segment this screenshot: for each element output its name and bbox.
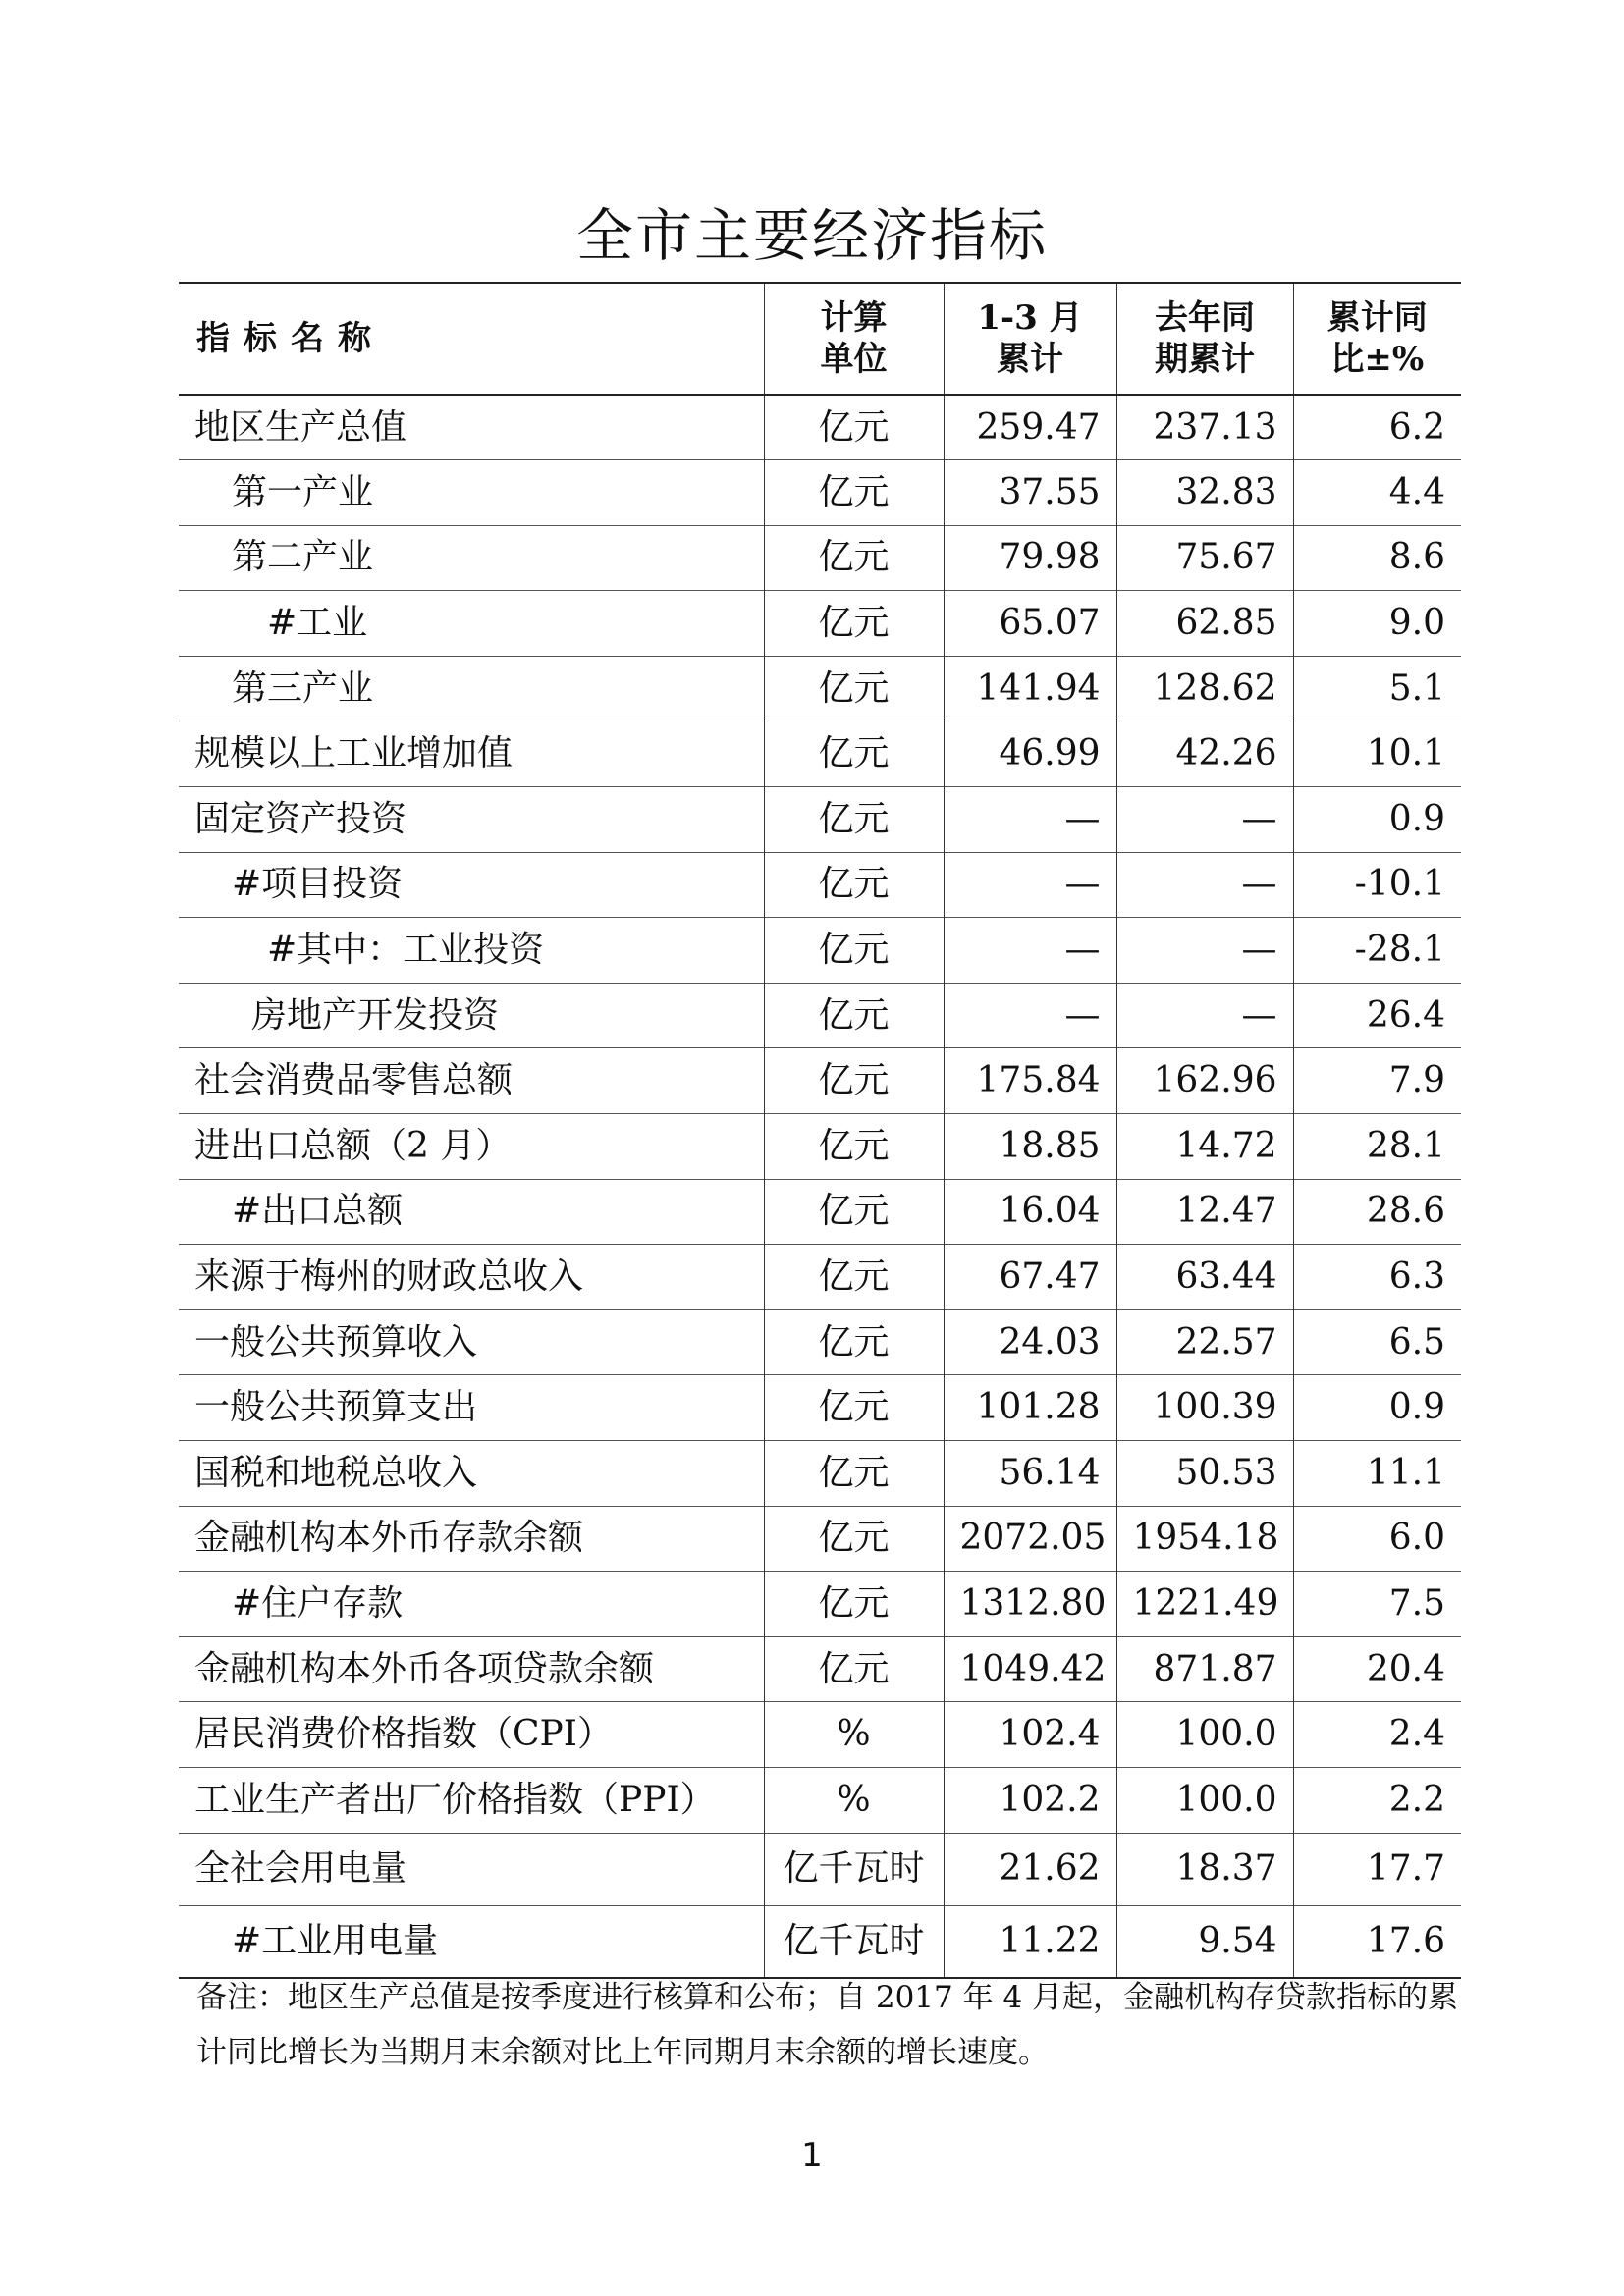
unit-cell: 亿元 [764, 1048, 944, 1114]
current-value-cell: 141.94 [944, 656, 1116, 721]
current-value-cell: 46.99 [944, 721, 1116, 787]
unit-cell: 亿元 [764, 591, 944, 657]
unit-cell: % [764, 1702, 944, 1768]
current-value-cell: 259.47 [944, 395, 1116, 460]
growth-cell: 17.6 [1293, 1905, 1461, 1978]
header-unit [764, 283, 944, 395]
growth-cell: 6.2 [1293, 395, 1461, 460]
table-row [179, 1767, 1461, 1833]
growth-cell: 5.1 [1293, 656, 1461, 721]
indicator-name-cell: 第二产业 [232, 537, 374, 578]
indicator-name-cell: 规模以上工业增加值 [194, 733, 514, 774]
indicator-name-cell: 金融机构本外币各项贷款余额 [194, 1648, 655, 1689]
current-value-cell: 65.07 [944, 591, 1116, 657]
indicator-name-cell: #其中：工业投资 [267, 930, 545, 971]
header-row [179, 283, 1461, 395]
table-row [179, 1245, 1461, 1310]
previous-value-cell: 871.87 [1116, 1636, 1293, 1702]
previous-value-cell: 100.0 [1116, 1767, 1293, 1833]
growth-cell: 17.7 [1293, 1833, 1461, 1905]
previous-value-cell: 62.85 [1116, 591, 1293, 657]
growth-cell: 10.1 [1293, 721, 1461, 787]
header-previous-line2: 期累计 [1155, 340, 1255, 379]
current-value-cell: 18.85 [944, 1114, 1116, 1180]
table-row [179, 1905, 1461, 1978]
header-previous-line1: 去年同 [1155, 298, 1255, 338]
unit-cell: 亿元 [764, 1636, 944, 1702]
footnote: 备注：地区生产总值是按季度进行核算和公布；自 2017 年 4 月起，金融机构存贷款指标的累计同比增长为当期月末余额对比上年同期月末余额的增长速度。 [196, 1980, 1459, 2070]
growth-cell: 9.0 [1293, 591, 1461, 657]
growth-cell: 28.6 [1293, 1179, 1461, 1245]
previous-value-cell: 63.44 [1116, 1245, 1293, 1310]
current-value-cell: 79.98 [944, 525, 1116, 591]
unit-cell: 亿元 [764, 787, 944, 853]
previous-value-cell: — [1116, 852, 1293, 918]
growth-cell: 7.9 [1293, 1048, 1461, 1114]
header-growth-line1: 累计同 [1326, 298, 1428, 338]
unit-cell: 亿元 [764, 1375, 944, 1441]
table-row [179, 591, 1461, 657]
current-value-cell: 21.62 [944, 1833, 1116, 1905]
table-row [179, 983, 1461, 1048]
table-row [179, 918, 1461, 984]
previous-value-cell: — [1116, 983, 1293, 1048]
current-value-cell: 16.04 [944, 1179, 1116, 1245]
current-value-cell: — [944, 918, 1116, 984]
indicator-name-cell: 一般公共预算收入 [194, 1321, 478, 1362]
current-value-cell: 1049.42 [944, 1636, 1116, 1702]
previous-value-cell: 128.62 [1116, 656, 1293, 721]
unit-cell: 亿元 [764, 1179, 944, 1245]
table-row [179, 1048, 1461, 1114]
previous-value-cell: 100.0 [1116, 1702, 1293, 1768]
current-value-cell: 175.84 [944, 1048, 1116, 1114]
unit-cell: 亿元 [764, 395, 944, 460]
table-row [179, 1833, 1461, 1905]
growth-cell: 20.4 [1293, 1636, 1461, 1702]
table-row [179, 1572, 1461, 1637]
previous-value-cell: 75.67 [1116, 525, 1293, 591]
table-row [179, 1179, 1461, 1245]
unit-cell: 亿元 [764, 1309, 944, 1375]
growth-cell: 0.9 [1293, 787, 1461, 853]
growth-cell: 4.4 [1293, 460, 1461, 526]
unit-cell: 亿元 [764, 1506, 944, 1572]
header-current-line1: 1-3 月 [977, 298, 1083, 338]
current-value-cell: 11.22 [944, 1905, 1116, 1978]
header-current-line2: 累计 [997, 340, 1063, 379]
growth-cell: 6.0 [1293, 1506, 1461, 1572]
current-value-cell: 67.47 [944, 1245, 1116, 1310]
current-value-cell: — [944, 983, 1116, 1048]
table-row [179, 787, 1461, 853]
indicator-name-cell: 国税和地税总收入 [194, 1452, 478, 1493]
indicator-name-cell: 进出口总额（2 月） [194, 1125, 512, 1166]
current-value-cell: 102.4 [944, 1702, 1116, 1768]
page-title: 全市主要经济指标 [575, 202, 1048, 269]
unit-cell: 亿元 [764, 721, 944, 787]
growth-cell: 26.4 [1293, 983, 1461, 1048]
page-number: 1 [801, 2136, 823, 2175]
table-row [179, 1309, 1461, 1375]
unit-cell: 亿元 [764, 1572, 944, 1637]
indicator-name-cell: #住户存款 [232, 1582, 404, 1624]
previous-value-cell: 18.37 [1116, 1833, 1293, 1905]
current-value-cell: 56.14 [944, 1441, 1116, 1507]
previous-value-cell: 162.96 [1116, 1048, 1293, 1114]
previous-value-cell: 9.54 [1116, 1905, 1293, 1978]
growth-cell: 7.5 [1293, 1572, 1461, 1637]
header-growth-line2: 比±% [1330, 340, 1425, 379]
unit-cell: 亿元 [764, 1441, 944, 1507]
unit-cell: 亿元 [764, 918, 944, 984]
growth-cell: -10.1 [1293, 852, 1461, 918]
unit-cell: 亿元 [764, 1245, 944, 1310]
previous-value-cell: 100.39 [1116, 1375, 1293, 1441]
previous-value-cell: 237.13 [1116, 395, 1293, 460]
unit-cell: 亿千瓦时 [764, 1833, 944, 1905]
growth-cell: 2.2 [1293, 1767, 1461, 1833]
indicator-name-cell: 全社会用电量 [194, 1848, 407, 1890]
indicator-name-cell: 来源于梅州的财政总收入 [194, 1256, 584, 1298]
indicator-name-cell: 第三产业 [232, 667, 374, 709]
indicator-name-cell: 居民消费价格指数（CPI） [194, 1714, 613, 1755]
indicator-name-cell: #工业 [267, 603, 368, 644]
header-previous [1116, 283, 1293, 395]
unit-cell: 亿元 [764, 656, 944, 721]
previous-value-cell: 14.72 [1116, 1114, 1293, 1180]
table-row [179, 656, 1461, 721]
indicator-name-cell: 第一产业 [232, 471, 374, 512]
indicator-name-cell: #工业用电量 [232, 1920, 439, 1961]
previous-value-cell: — [1116, 918, 1293, 984]
indicator-name-cell: 地区生产总值 [194, 406, 407, 448]
indicator-name-cell: 一般公共预算支出 [194, 1387, 478, 1428]
current-value-cell: 1312.80 [944, 1572, 1116, 1637]
current-value-cell: — [944, 852, 1116, 918]
previous-value-cell: 50.53 [1116, 1441, 1293, 1507]
table-row [179, 1114, 1461, 1180]
indicator-name-cell: 固定资产投资 [194, 798, 407, 839]
previous-value-cell: 22.57 [1116, 1309, 1293, 1375]
table-row [179, 1441, 1461, 1507]
current-value-cell: 101.28 [944, 1375, 1116, 1441]
header-unit-line1: 计算 [820, 298, 888, 338]
growth-cell: 0.9 [1293, 1375, 1461, 1441]
previous-value-cell: 1221.49 [1116, 1572, 1293, 1637]
current-value-cell: 2072.05 [944, 1506, 1116, 1572]
table-row [179, 395, 1461, 460]
table-row [179, 1375, 1461, 1441]
previous-value-cell: 32.83 [1116, 460, 1293, 526]
unit-cell: 亿千瓦时 [764, 1905, 944, 1978]
growth-cell: 28.1 [1293, 1114, 1461, 1180]
table-row [179, 460, 1461, 526]
indicator-name-cell: 金融机构本外币存款余额 [194, 1518, 584, 1559]
unit-cell: 亿元 [764, 460, 944, 526]
indicator-name-cell: 社会消费品零售总额 [194, 1060, 514, 1101]
growth-cell: 2.4 [1293, 1702, 1461, 1768]
current-value-cell: — [944, 787, 1116, 853]
table-row [179, 1506, 1461, 1572]
table-body [179, 395, 1461, 1978]
unit-cell: % [764, 1767, 944, 1833]
current-value-cell: 24.03 [944, 1309, 1116, 1375]
unit-cell: 亿元 [764, 525, 944, 591]
unit-cell: 亿元 [764, 983, 944, 1048]
previous-value-cell: 42.26 [1116, 721, 1293, 787]
unit-cell: 亿元 [764, 1114, 944, 1180]
indicators-table [179, 282, 1461, 1979]
indicator-name-cell: 房地产开发投资 [251, 994, 500, 1036]
growth-cell: 8.6 [1293, 525, 1461, 591]
growth-cell: 6.3 [1293, 1245, 1461, 1310]
table-row [179, 852, 1461, 918]
growth-cell: 11.1 [1293, 1441, 1461, 1507]
table-row [179, 1702, 1461, 1768]
growth-cell: 6.5 [1293, 1309, 1461, 1375]
indicator-name-cell: #项目投资 [232, 864, 404, 905]
table-row [179, 721, 1461, 787]
previous-value-cell: 1954.18 [1116, 1506, 1293, 1572]
growth-cell: -28.1 [1293, 918, 1461, 984]
indicator-name-cell: 工业生产者出厂价格指数（PPI） [194, 1779, 716, 1820]
header-current [944, 283, 1116, 395]
current-value-cell: 102.2 [944, 1767, 1116, 1833]
previous-value-cell: 12.47 [1116, 1179, 1293, 1245]
table-row [179, 1636, 1461, 1702]
indicator-name-cell: #出口总额 [232, 1191, 404, 1232]
table-header [179, 283, 1461, 395]
header-growth [1293, 283, 1461, 395]
unit-cell: 亿元 [764, 852, 944, 918]
table-row [179, 525, 1461, 591]
current-value-cell: 37.55 [944, 460, 1116, 526]
header-indicator-name: 指标名称 [196, 319, 385, 358]
header-unit-line2: 单位 [820, 340, 888, 379]
previous-value-cell: — [1116, 787, 1293, 853]
